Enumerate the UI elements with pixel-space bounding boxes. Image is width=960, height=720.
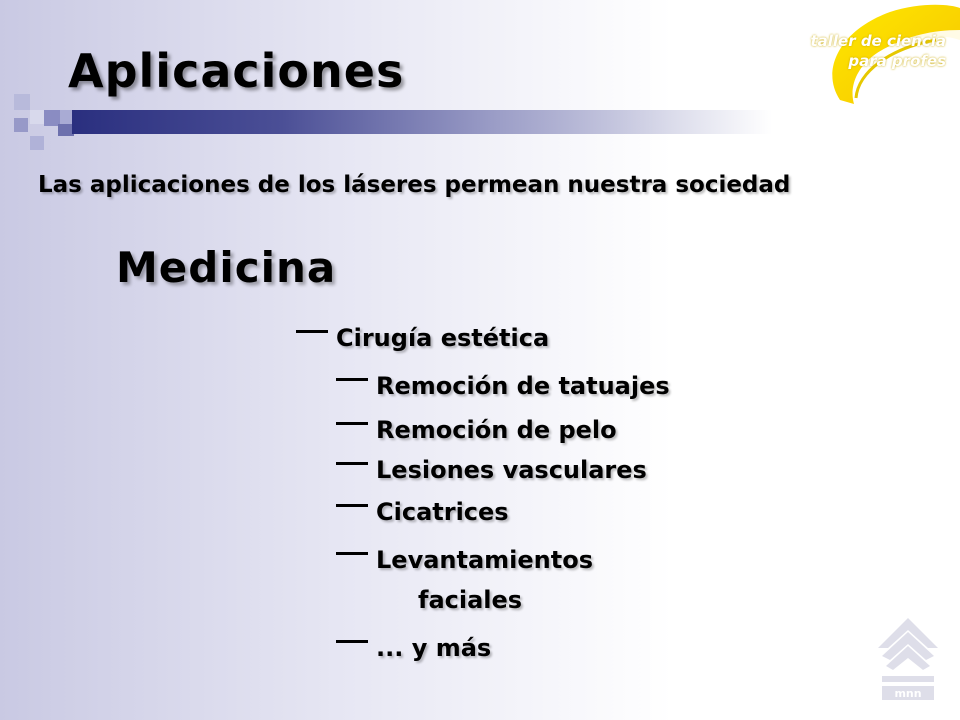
list-item-text: Cirugía estética xyxy=(336,324,550,352)
decorative-square xyxy=(14,118,28,132)
list-item-text: Remoción de tatuajes xyxy=(376,372,670,400)
title-underline-bar xyxy=(72,110,772,134)
list-item xyxy=(336,372,670,400)
list-item xyxy=(336,416,617,444)
dash-bullet-icon xyxy=(336,640,368,643)
dash-bullet-icon xyxy=(336,462,368,465)
list-item-text: faciales xyxy=(418,586,523,614)
section-heading: Medicina xyxy=(116,243,337,292)
dash-bullet-icon xyxy=(336,422,368,425)
dash-bullet-icon xyxy=(296,330,328,333)
dash-bullet-icon xyxy=(336,552,368,555)
list-item xyxy=(296,324,549,352)
list-item-continuation xyxy=(418,586,522,614)
slide-subtitle: Las aplicaciones de los láseres permean nuestra sociedad xyxy=(38,172,791,198)
logo-text-line1: taller de ciencia xyxy=(810,32,946,50)
decorative-square xyxy=(14,94,30,110)
dash-bullet-icon xyxy=(336,378,368,381)
logo-text-line2: para profes xyxy=(848,52,946,70)
list-item-text: Levantamientos xyxy=(376,546,594,574)
list-item xyxy=(336,456,647,484)
list-item-text: Remoción de pelo xyxy=(376,416,617,444)
list-item-text: Lesiones vasculares xyxy=(376,456,647,484)
list-item xyxy=(336,498,509,526)
decorative-square xyxy=(30,136,44,150)
watermark-label: mnn xyxy=(894,687,922,700)
dash-bullet-icon xyxy=(336,504,368,507)
slide-title: Aplicaciones xyxy=(68,44,405,98)
list-item-text: ... y más xyxy=(376,634,492,662)
logo xyxy=(810,0,960,110)
list-item xyxy=(336,634,491,662)
list-item-text: Cicatrices xyxy=(376,498,509,526)
institution-watermark-icon xyxy=(868,608,948,708)
list-item xyxy=(336,546,593,574)
decorative-square xyxy=(30,110,44,124)
